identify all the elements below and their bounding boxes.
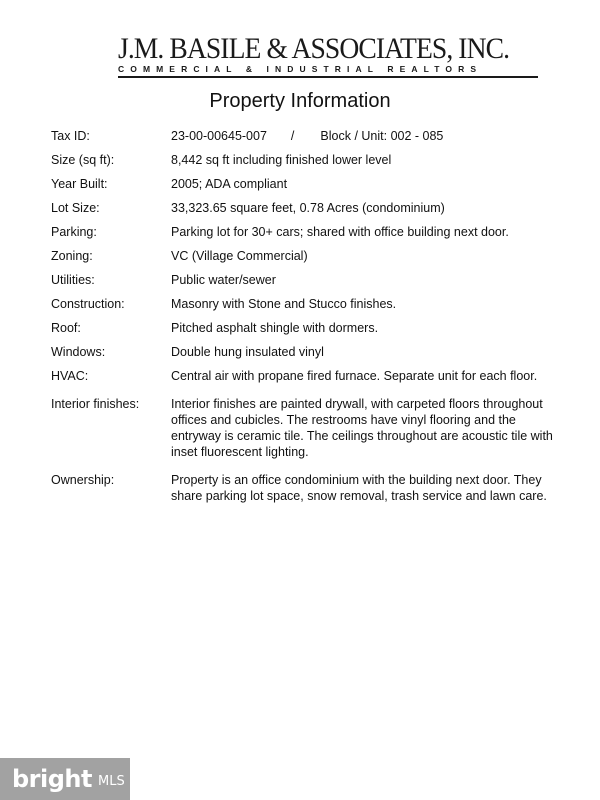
value-lot-size: 33,323.65 square feet, 0.78 Acres (condominium)	[171, 201, 445, 215]
watermark-brand: bright	[12, 765, 92, 793]
company-tagline: COMMERCIAL & INDUSTRIAL REALTORS	[118, 64, 483, 74]
label-construction: Construction:	[51, 297, 125, 311]
label-tax-id: Tax ID:	[51, 129, 90, 143]
company-letterhead	[118, 34, 538, 74]
letterhead-divider	[118, 76, 538, 78]
value-parking: Parking lot for 30+ cars; shared with office building next door.	[171, 225, 509, 239]
value-zoning: VC (Village Commercial)	[171, 249, 308, 263]
label-hvac: HVAC:	[51, 369, 89, 383]
label-year-built: Year Built:	[51, 177, 108, 191]
label-utilities: Utilities:	[51, 273, 95, 287]
label-roof: Roof:	[51, 321, 81, 335]
value-windows: Double hung insulated vinyl	[171, 345, 324, 359]
value-ownership: Property is an office condominium with the building next door. They share parking lot space, snow removal, trash service and lawn care.	[171, 473, 547, 503]
page-title: Property Information	[209, 90, 391, 112]
row-windows	[51, 344, 561, 360]
value-utilities: Public water/sewer	[171, 273, 276, 287]
row-hvac	[51, 368, 561, 384]
row-size	[51, 152, 561, 168]
property-info-table	[51, 128, 561, 512]
row-zoning	[51, 248, 561, 264]
tax-id-separator: /	[290, 129, 295, 143]
value-construction: Masonry with Stone and Stucco finishes.	[171, 297, 397, 311]
company-name: J.M. BASILE & ASSOCIATES, INC.	[118, 32, 510, 65]
bright-mls-watermark	[0, 758, 130, 800]
row-roof	[51, 320, 561, 336]
label-windows: Windows:	[51, 345, 106, 359]
watermark-suffix: MLS	[97, 773, 125, 789]
label-zoning: Zoning:	[51, 249, 93, 263]
value-year-built: 2005; ADA compliant	[171, 177, 288, 191]
row-interior-finishes	[51, 396, 561, 460]
row-tax-id	[51, 128, 561, 144]
row-utilities	[51, 272, 561, 288]
tax-id-number: 23-00-00645-007	[171, 129, 267, 143]
row-parking	[51, 224, 561, 240]
label-size: Size (sq ft):	[51, 153, 115, 167]
label-lot-size: Lot Size:	[51, 201, 100, 215]
value-tax-id	[171, 128, 561, 144]
row-ownership	[51, 472, 561, 504]
row-lot-size	[51, 200, 561, 216]
label-parking: Parking:	[51, 225, 97, 239]
value-hvac: Central air with propane fired furnace. Separate unit for each floor.	[171, 369, 538, 383]
value-size: 8,442 sq ft including finished lower level	[171, 153, 392, 167]
block-unit: Block / Unit: 002 - 085	[320, 129, 444, 143]
value-roof: Pitched asphalt shingle with dormers.	[171, 321, 379, 335]
value-interior-finishes: Interior finishes are painted drywall, with carpeted floors throughout offices and cubicles. The restrooms have vinyl flooring and the entryway is ceramic tile. The ceilings throughout are acoustic tile with inset fluorescent lighting.	[171, 397, 553, 459]
label-interior-finishes: Interior finishes:	[51, 397, 140, 411]
row-year-built	[51, 176, 561, 192]
label-ownership: Ownership:	[51, 473, 115, 487]
row-construction	[51, 296, 561, 312]
